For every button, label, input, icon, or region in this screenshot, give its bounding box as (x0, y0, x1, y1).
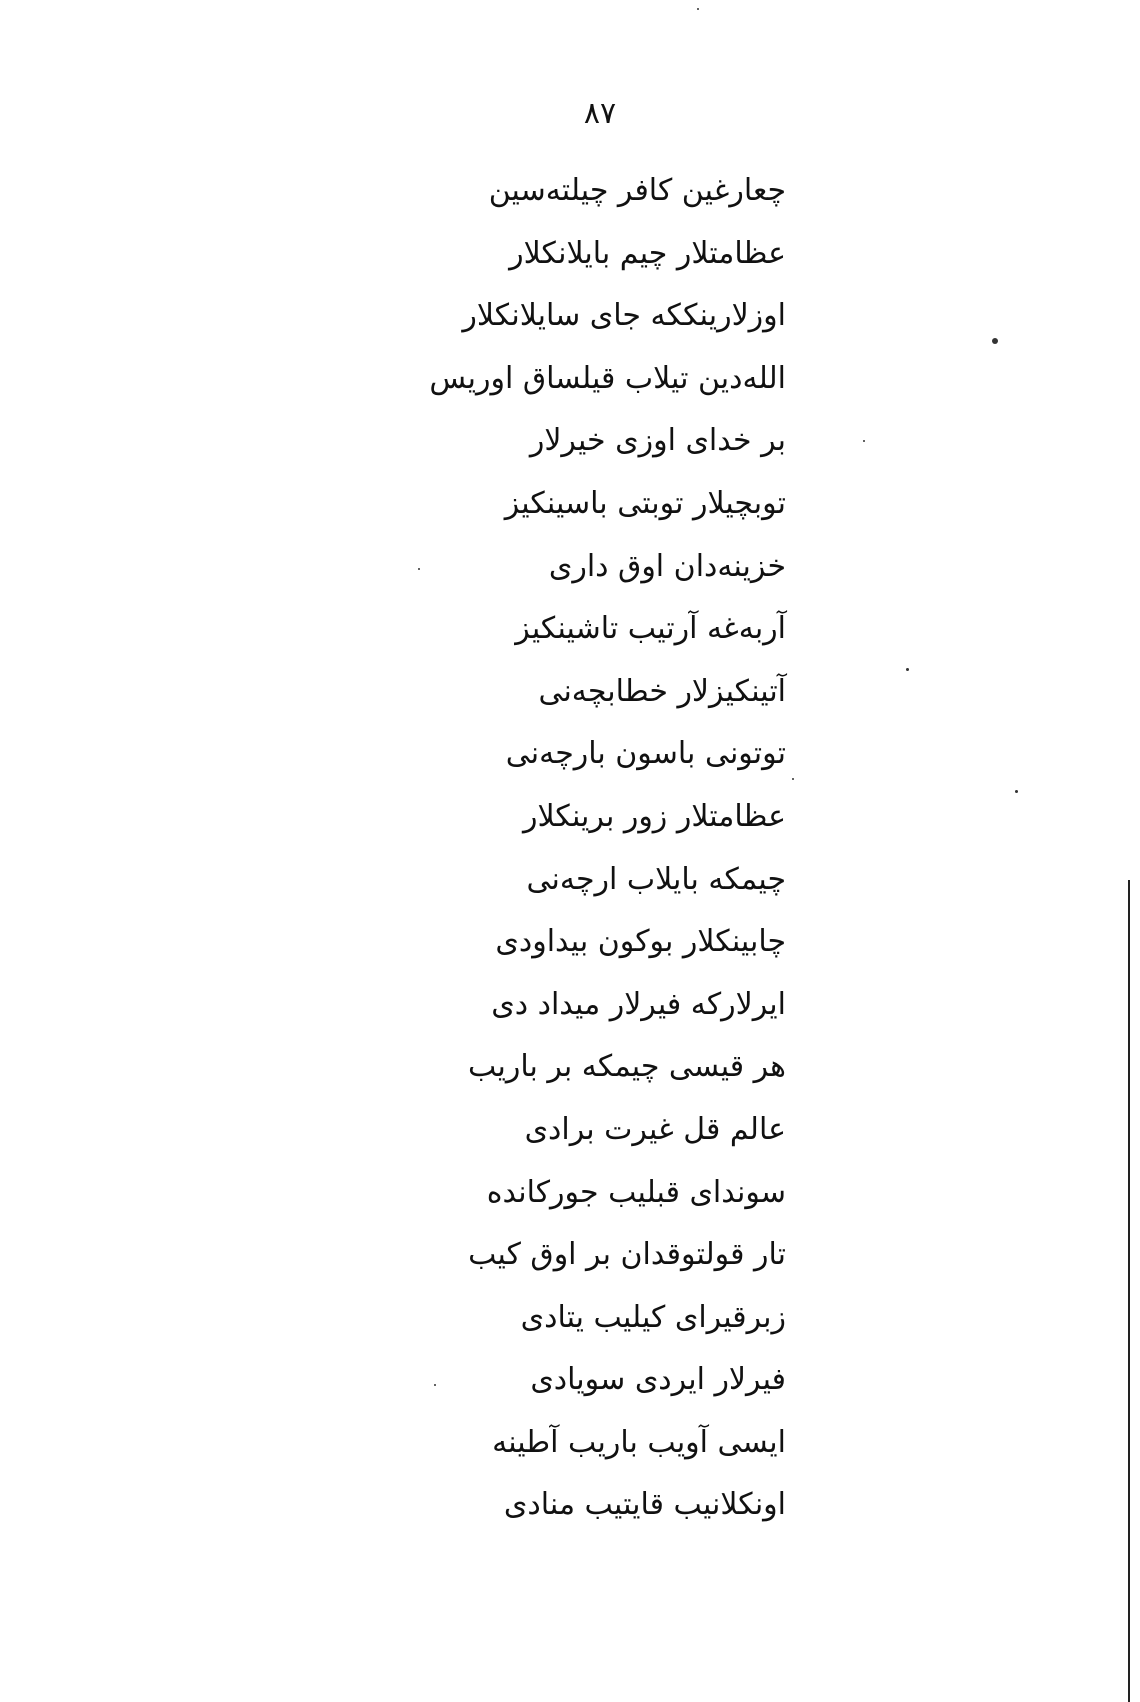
verse-line: چیمکه بایلاب ارچه‌نی (526, 861, 786, 897)
verse-line: سوندای قبلیب جورکانده (486, 1174, 786, 1210)
verse-line: چعارغین کافر چیلته‌سین (488, 173, 786, 208)
ink-speck (434, 1384, 436, 1386)
verse-line: اونکلانیب قایتیب منادی (503, 1487, 786, 1523)
verse-line: زبرقیرای کیلیب یتادی (520, 1299, 786, 1335)
verse-line: ایرلارکه فیرلار میداد دی (491, 986, 786, 1022)
scan-edge-rule (1128, 880, 1130, 1702)
ink-speck (992, 338, 998, 344)
verse-line: الله‌دین تیلاب قیلساق اوریس (429, 360, 786, 396)
verse-line: اوزلارینککه جای سایلانکلار (462, 298, 786, 334)
verse-line: عالم قل غیرت برادی (524, 1111, 786, 1147)
verse-line: آتینکیزلار خطابچه‌نی (538, 673, 786, 709)
verse-line: آربه‌غه آرتیب تاشینکیز (515, 611, 786, 647)
verse-line: چابینکلار بوکون بیداودی (495, 924, 786, 960)
verse-line: فیرلار ایردی سویادی (530, 1362, 786, 1398)
verse-line: توبچیلار توبتی باسینکیز (504, 485, 786, 521)
verse-line: هر قیسی چیمکه بر باریب (468, 1049, 786, 1085)
ink-speck (418, 568, 420, 570)
verse-line: خزینه‌دان اوق داری (548, 548, 786, 584)
verse-line: عظامتلار چیم بایلانکلار (509, 235, 786, 271)
verse-line: عظامتلار زور برینکلار (523, 798, 786, 834)
ink-speck (792, 778, 794, 780)
verse-block (366, 160, 786, 1537)
verse-line: ایسی آویب باریب آطینه (492, 1424, 786, 1460)
ink-speck (697, 8, 699, 10)
ink-speck (1015, 790, 1018, 793)
verse-line: بر خدای اوزی خیرلار (529, 423, 786, 459)
ink-speck (906, 668, 909, 671)
verse-line: توتونی باسون بارچه‌نی (505, 736, 786, 772)
page-number: ٨٧ (583, 96, 617, 131)
verse-line: تار قولتوقدان بر اوق کیب (468, 1237, 786, 1273)
ink-speck (863, 440, 865, 442)
